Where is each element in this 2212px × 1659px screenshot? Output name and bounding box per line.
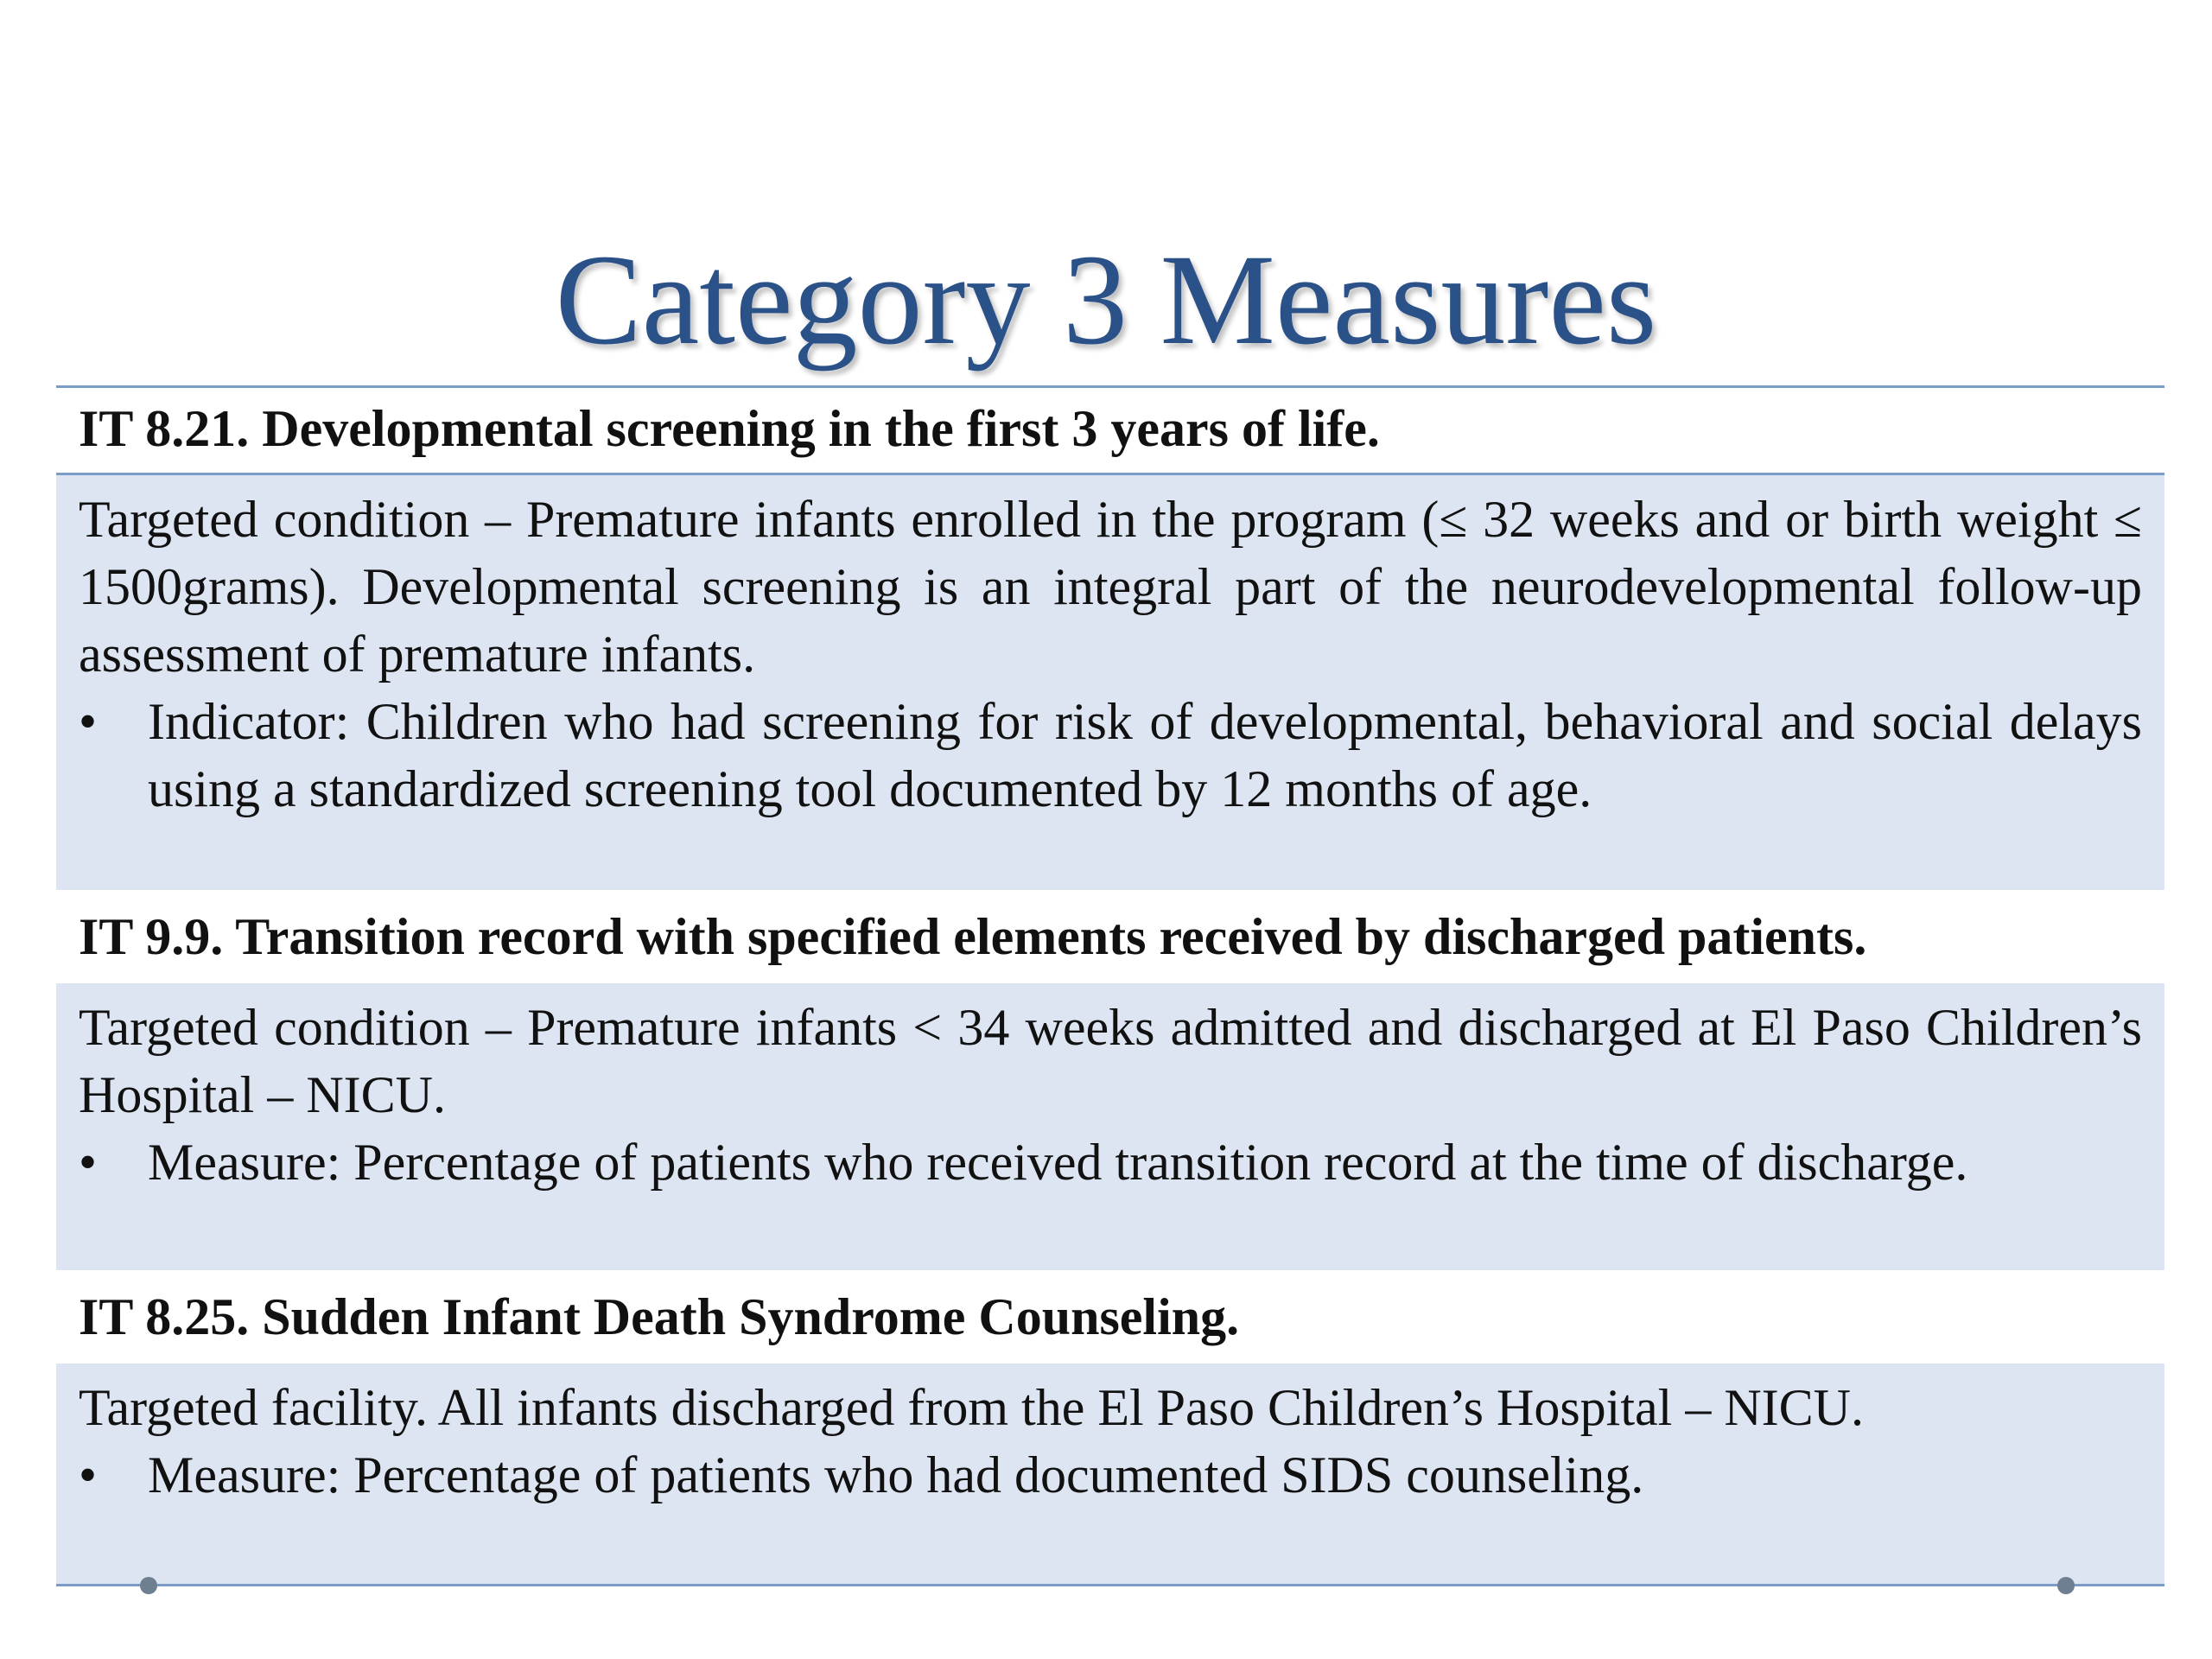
- table-bottom-rule: [56, 1584, 2164, 1586]
- slide-title: Category 3 Measures: [555, 228, 1657, 372]
- section-body-it-9-9: [56, 983, 2164, 1270]
- section-heading-it-8-21: IT 8.21. Developmental screening in the first 3 years of life.: [56, 385, 2164, 475]
- bullet-dot: •: [79, 1134, 98, 1191]
- bullet-dot: •: [79, 1446, 98, 1503]
- bullet-item: [79, 1128, 2142, 1196]
- bullet-text: Measure: Percentage of patients who received transition record at the time of discharge.: [148, 1134, 1968, 1191]
- measures-table: [56, 385, 2164, 1585]
- bullet-item: [79, 688, 2142, 823]
- bullet-text: Indicator: Children who had screening for risk of developmental, behavioral and social delays using a standardized screening tool documented by 12 months of age.: [148, 693, 2142, 817]
- resize-handle-left[interactable]: [140, 1577, 157, 1594]
- section-description: Targeted condition – Premature infants enrolled in the program (≤ 32 weeks and or birth weight ≤ 1500grams). Developmental screening is an integral part of the neurodevelopmental follow-up assessment of premature infants.: [79, 491, 2142, 683]
- bullet-item: [79, 1441, 2142, 1509]
- section-heading-it-9-9: IT 9.9. Transition record with specified elements received by discharged patients.: [56, 890, 2164, 983]
- bullet-text: Measure: Percentage of patients who had documented SIDS counseling.: [148, 1446, 1644, 1503]
- section-description: Targeted condition – Premature infants < 34 weeks admitted and discharged at El Paso Children’s Hospital – NICU.: [79, 999, 2142, 1123]
- bullet-dot: •: [79, 693, 98, 750]
- resize-handle-right[interactable]: [2057, 1577, 2075, 1594]
- section-body-it-8-21: [56, 475, 2164, 890]
- section-description: Targeted facility. All infants discharged from the El Paso Children’s Hospital – NICU.: [79, 1379, 1864, 1436]
- section-heading-it-8-25: IT 8.25. Sudden Infant Death Syndrome Counseling.: [56, 1270, 2164, 1363]
- section-body-it-8-25: [56, 1363, 2164, 1585]
